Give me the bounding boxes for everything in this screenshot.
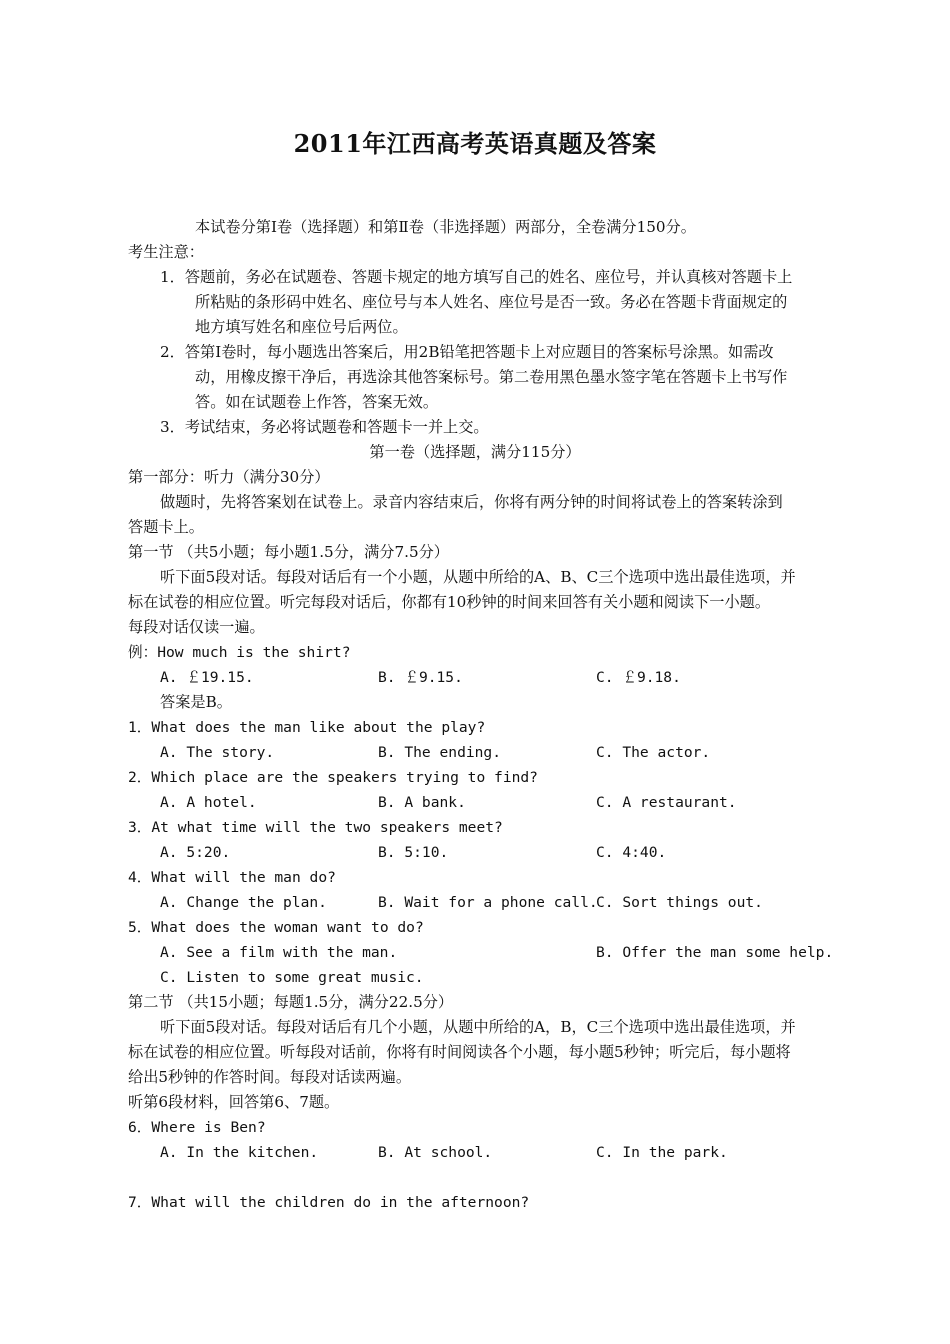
example-option-a: A. ￡19.15. <box>160 669 254 686</box>
question-5-option-b: B. Offer the man some help. <box>596 944 834 961</box>
question-6-stem: 6．Where is Ben? <box>128 1119 266 1136</box>
notice-2-line-1: 2．答第Ⅰ卷时，每小题选出答案后，用2B铅笔把答题卡上对应题目的答案标号涂黑。如需改 <box>160 343 774 361</box>
section2-instructions-line-3: 给出5秒钟的作答时间。每段对话读两遍。 <box>128 1068 412 1086</box>
question-5-option-a: A. See a film with the man. <box>160 944 398 961</box>
notice-label: 考生注意： <box>128 243 204 261</box>
volume1-header: 第一卷（选择题，满分115分） <box>369 443 581 461</box>
part1-header: 第一部分：听力（满分30分） <box>128 468 330 486</box>
notice-2-line-3: 答。如在试题卷上作答，答案无效。 <box>195 393 438 411</box>
question-7-stem: 7．What will the children do in the afternoon? <box>128 1194 530 1211</box>
section2-instructions-line-1: 听下面5段对话。每段对话后有几个小题，从题中所给的A，B，C三个选项中选出最佳选项，并 <box>160 1018 796 1036</box>
section2-header: 第二节 （共15小题；每题1.5分，满分22.5分） <box>128 993 454 1011</box>
question-1-stem: 1．What does the man like about the play? <box>128 719 486 736</box>
question-1-option-b: B. The ending. <box>378 744 502 761</box>
question-2-option-b: B. A bank. <box>378 794 466 811</box>
question-3-option-a: A. 5:20. <box>160 844 231 861</box>
section1-instructions-line-3: 每段对话仅读一遍。 <box>128 618 265 636</box>
page-title: 2011年江西高考英语真题及答案 <box>293 129 657 158</box>
notice-3: 3．考试结束，务必将试题卷和答题卡一并上交。 <box>160 418 489 436</box>
question-3-option-c: C. 4:40. <box>596 844 667 861</box>
question-2-option-a: A. A hotel. <box>160 794 257 811</box>
question-4-stem: 4．What will the man do? <box>128 869 336 886</box>
example-option-c: C. ￡9.18. <box>596 669 681 686</box>
section1-header: 第一节 （共5小题；每小题1.5分，满分7.5分） <box>128 543 449 561</box>
question-2-option-c: C. A restaurant. <box>596 794 737 811</box>
example-question: 例：How much is the shirt? <box>128 644 351 661</box>
question-5-option-c: C. Listen to some great music. <box>160 969 424 986</box>
question-3-option-b: B. 5:10. <box>378 844 449 861</box>
question-6-option-c: C. In the park. <box>596 1144 728 1161</box>
intro-text: 本试卷分第Ⅰ卷（选择题）和第Ⅱ卷（非选择题）两部分，全卷满分150分。 <box>195 218 696 236</box>
part1-instructions-line-2: 答题卡上。 <box>128 518 204 536</box>
question-2-stem: 2．Which place are the speakers trying to find? <box>128 769 538 786</box>
question-1-option-a: A. The story. <box>160 744 275 761</box>
material-6-label: 听第6段材料，回答第6、7题。 <box>128 1093 340 1111</box>
notice-2-line-2: 动，用橡皮擦干净后，再选涂其他答案标号。第二卷用黑色墨水签字笔在答题卡上书写作 <box>195 368 788 386</box>
question-4-option-b: B. Wait for a phone call. <box>378 894 598 911</box>
question-4-option-c: C. Sort things out. <box>596 894 763 911</box>
question-6-option-a: A. In the kitchen. <box>160 1144 319 1161</box>
question-3-stem: 3．At what time will the two speakers meet? <box>128 819 503 836</box>
section1-instructions-line-1: 听下面5段对话。每段对话后有一个小题，从题中所给的A、B、C三个选项中选出最佳选项，并 <box>160 568 796 586</box>
notice-1-line-3: 地方填写姓名和座位号后两位。 <box>195 318 408 336</box>
example-option-b: B. ￡9.15. <box>378 669 463 686</box>
notice-1-line-2: 所粘贴的条形码中姓名、座位号与本人姓名、座位号是否一致。务必在答题卡背面规定的 <box>195 293 788 311</box>
notice-1-line-1: 1．答题前，务必在试题卷、答题卡规定的地方填写自己的姓名、座位号，并认真核对答题卡上 <box>160 268 793 286</box>
section2-instructions-line-2: 标在试卷的相应位置。听每段对话前，你将有时间阅读各个小题，每小题5秒钟；听完后，每小题将 <box>128 1043 791 1061</box>
question-5-stem: 5．What does the woman want to do? <box>128 919 424 936</box>
question-1-option-c: C. The actor. <box>596 744 711 761</box>
question-6-option-b: B. At school. <box>378 1144 493 1161</box>
question-4-option-a: A. Change the plan. <box>160 894 327 911</box>
example-answer: 答案是B。 <box>160 693 232 711</box>
part1-instructions-line-1: 做题时，先将答案划在试卷上。录音内容结束后，你将有两分钟的时间将试卷上的答案转涂到 <box>160 493 783 511</box>
section1-instructions-line-2: 标在试卷的相应位置。听完每段对话后，你都有10秒钟的时间来回答有关小题和阅读下一小题。 <box>128 593 771 611</box>
